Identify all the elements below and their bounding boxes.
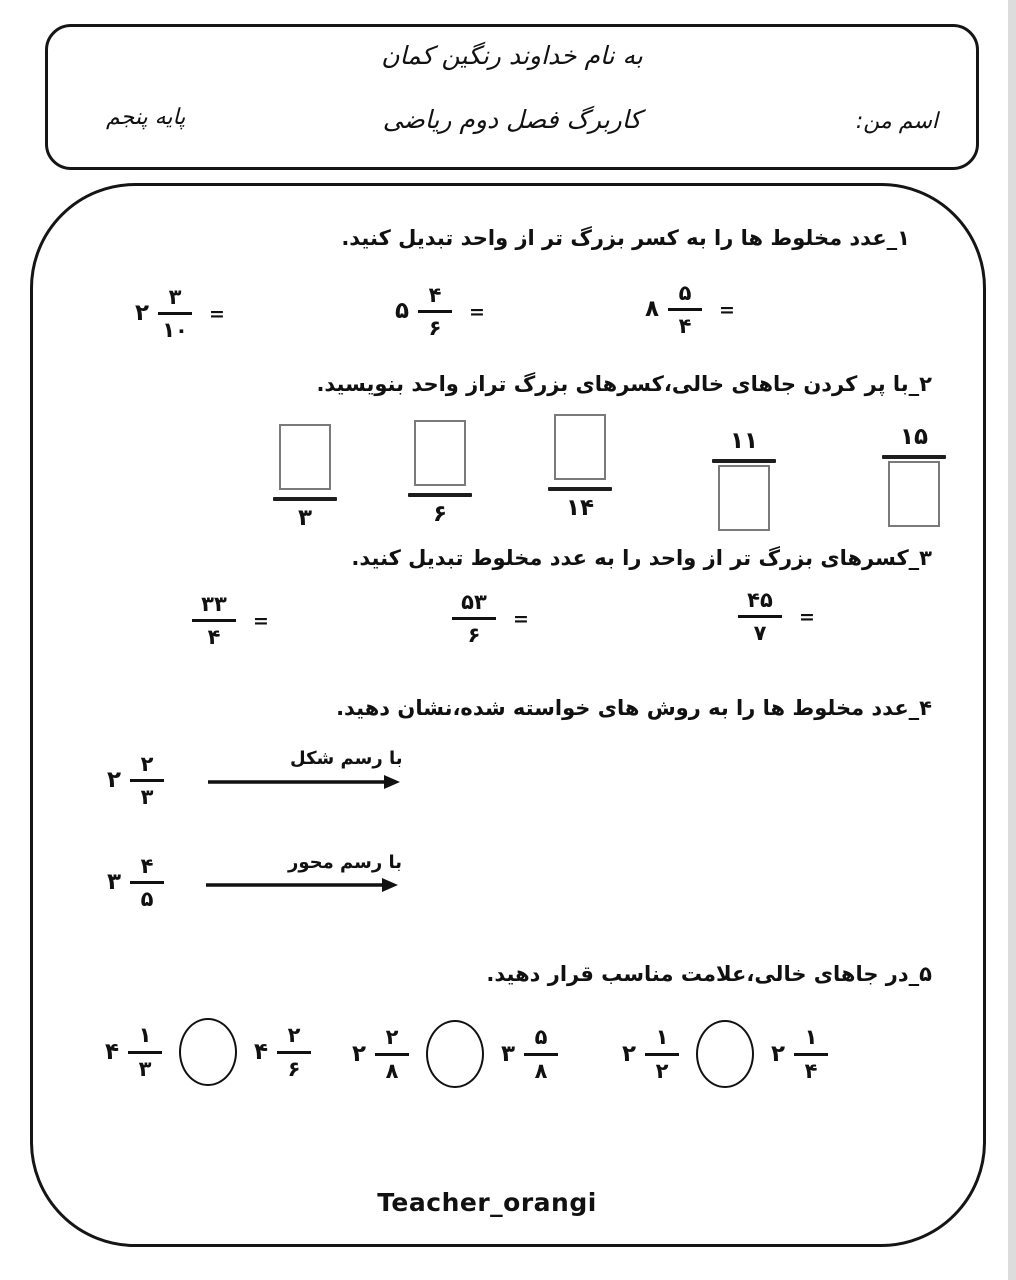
whole-number: ۲ [622, 1040, 637, 1067]
numerator: ۲ [385, 1025, 399, 1050]
fraction [130, 854, 164, 911]
fraction-bar [548, 487, 612, 491]
numerator: ۱ [655, 1025, 669, 1050]
p1-item-1 [645, 281, 735, 338]
equals-sign: = [513, 607, 529, 630]
answer-box[interactable] [718, 465, 770, 531]
numerator: ۱ [804, 1025, 818, 1050]
fraction-bar [192, 619, 236, 622]
numerator: ۳ [168, 285, 182, 309]
numerator: ۳۳ [201, 592, 227, 616]
header-box [45, 24, 979, 170]
fraction-bar [738, 615, 782, 618]
fraction [418, 283, 452, 340]
problem5-heading: ۵_در جاهای خالی،علامت مناسب قرار دهید. [486, 962, 932, 986]
answer-box[interactable] [554, 414, 606, 480]
p2-blank-over-6 [408, 420, 472, 529]
fraction-bar [375, 1053, 409, 1056]
fraction [668, 281, 702, 338]
fraction-bar [668, 308, 702, 311]
fraction-bar [273, 497, 337, 501]
fraction [128, 1023, 162, 1080]
denominator: ۶ [428, 316, 442, 341]
p3-item-2 [452, 590, 529, 647]
p1-item-2 [395, 283, 485, 340]
numerator: ۱ [138, 1023, 152, 1048]
denominator: ۵ [140, 887, 154, 912]
answer-box[interactable] [279, 424, 331, 490]
fraction [158, 285, 192, 342]
numerator: ۱۵ [899, 424, 929, 450]
fraction-bar [418, 310, 452, 313]
p5-comparison-2 [352, 1020, 558, 1088]
denominator: ۱۰ [162, 318, 188, 343]
numerator: ۲ [287, 1023, 301, 1048]
numerator: ۴۵ [747, 588, 773, 612]
equals-sign: = [719, 298, 735, 321]
fraction [277, 1023, 311, 1080]
denominator: ۱۴ [565, 495, 595, 521]
denominator: ۸ [534, 1058, 548, 1083]
whole-number: ۲ [771, 1040, 786, 1067]
denominator: ۳ [140, 785, 154, 810]
whole-number: ۳ [501, 1040, 516, 1067]
right-arrow [206, 876, 398, 894]
p3-item-1 [192, 592, 269, 649]
worksheet-title: کاربرگ فصل دوم ریاضی [382, 105, 642, 134]
fraction-bar [452, 617, 496, 620]
numerator: ۴ [428, 283, 442, 307]
denominator: ۶ [432, 501, 448, 527]
fraction-bar [130, 779, 164, 782]
fraction [794, 1025, 828, 1082]
whole-number: ۳ [107, 869, 122, 896]
p4-mixed-1 [107, 752, 164, 809]
scrollbar[interactable] [1008, 0, 1016, 1280]
right-arrow [208, 773, 400, 791]
fraction-bar [128, 1051, 162, 1054]
denominator: ۴ [207, 625, 221, 650]
equals-sign: = [253, 609, 269, 632]
fraction-bar [882, 455, 946, 459]
whole-number: ۸ [645, 296, 660, 323]
equals-sign: = [799, 605, 815, 628]
denominator: ۶ [287, 1056, 301, 1081]
whole-number: ۴ [105, 1038, 120, 1065]
denominator: ۳ [297, 505, 313, 531]
numerator: ۱۱ [729, 428, 759, 454]
p4-method-label-shape: با رسم شکل [290, 748, 403, 769]
p1-item-3 [135, 285, 225, 342]
numerator: ۲ [140, 752, 154, 776]
problem2-heading: ۲_با پر کردن جاهای خالی،کسرهای بزرگ تراز واحد بنویسید. [316, 372, 932, 396]
fraction-bar [158, 312, 192, 315]
p2-11-over-blank [712, 428, 776, 531]
problem3-heading: ۳_کسرهای بزرگ تر از واحد را به عدد مخلوط تبدیل کنید. [351, 546, 932, 570]
p5-comparison-1 [105, 1018, 311, 1086]
teacher-credit: Teacher_orangi [377, 1188, 597, 1217]
denominator: ۳ [138, 1056, 152, 1081]
p2-15-over-blank [882, 424, 946, 527]
equals-sign: = [469, 300, 485, 323]
numerator: ۵ [534, 1025, 548, 1050]
fraction [375, 1025, 409, 1082]
student-name-label: اسم من: [855, 109, 938, 134]
fraction-bar [712, 459, 776, 463]
p5-comparison-3 [622, 1020, 828, 1088]
problem1-heading: ۱_عدد مخلوط ها را به کسر بزرگ تر از واحد تبدیل کنید. [341, 226, 910, 250]
fraction-bar [130, 881, 164, 884]
whole-number: ۴ [254, 1038, 269, 1065]
fraction [524, 1025, 558, 1082]
whole-number: ۲ [107, 767, 122, 794]
denominator: ۴ [804, 1058, 818, 1083]
fraction [452, 590, 496, 647]
p4-mixed-2 [107, 854, 164, 911]
denominator: ۶ [467, 623, 481, 648]
denominator: ۴ [678, 314, 692, 339]
denominator: ۲ [655, 1058, 669, 1083]
bismillah-text: به نام خداوند رنگین کمان [381, 41, 643, 70]
fraction [130, 752, 164, 809]
problem4-heading: ۴_عدد مخلوط ها را به روش های خواسته شده،نشان دهید. [336, 696, 932, 720]
p4-method-label-axis: با رسم محور [288, 852, 402, 873]
whole-number: ۲ [135, 300, 150, 327]
whole-number: ۲ [352, 1040, 367, 1067]
answer-box[interactable] [414, 420, 466, 486]
p2-blank-over-14 [548, 414, 612, 523]
grade-label: پایه پنجم [106, 105, 186, 130]
p2-blank-over-3 [273, 424, 337, 533]
fraction-bar [277, 1051, 311, 1054]
comparison-sign-circle[interactable] [426, 1020, 484, 1088]
fraction-bar [408, 493, 472, 497]
denominator: ۷ [753, 621, 767, 646]
answer-box[interactable] [888, 461, 940, 527]
numerator: ۴ [140, 854, 154, 878]
fraction-bar [794, 1053, 828, 1056]
fraction-bar [524, 1053, 558, 1056]
fraction [192, 592, 236, 649]
numerator: ۵۳ [461, 590, 487, 614]
comparison-sign-circle[interactable] [696, 1020, 754, 1088]
fraction-bar [645, 1053, 679, 1056]
whole-number: ۵ [395, 298, 410, 325]
p3-item-3 [738, 588, 815, 645]
fraction [738, 588, 782, 645]
numerator: ۵ [678, 281, 692, 305]
equals-sign: = [209, 302, 225, 325]
denominator: ۸ [385, 1058, 399, 1083]
comparison-sign-circle[interactable] [179, 1018, 237, 1086]
fraction [645, 1025, 679, 1082]
